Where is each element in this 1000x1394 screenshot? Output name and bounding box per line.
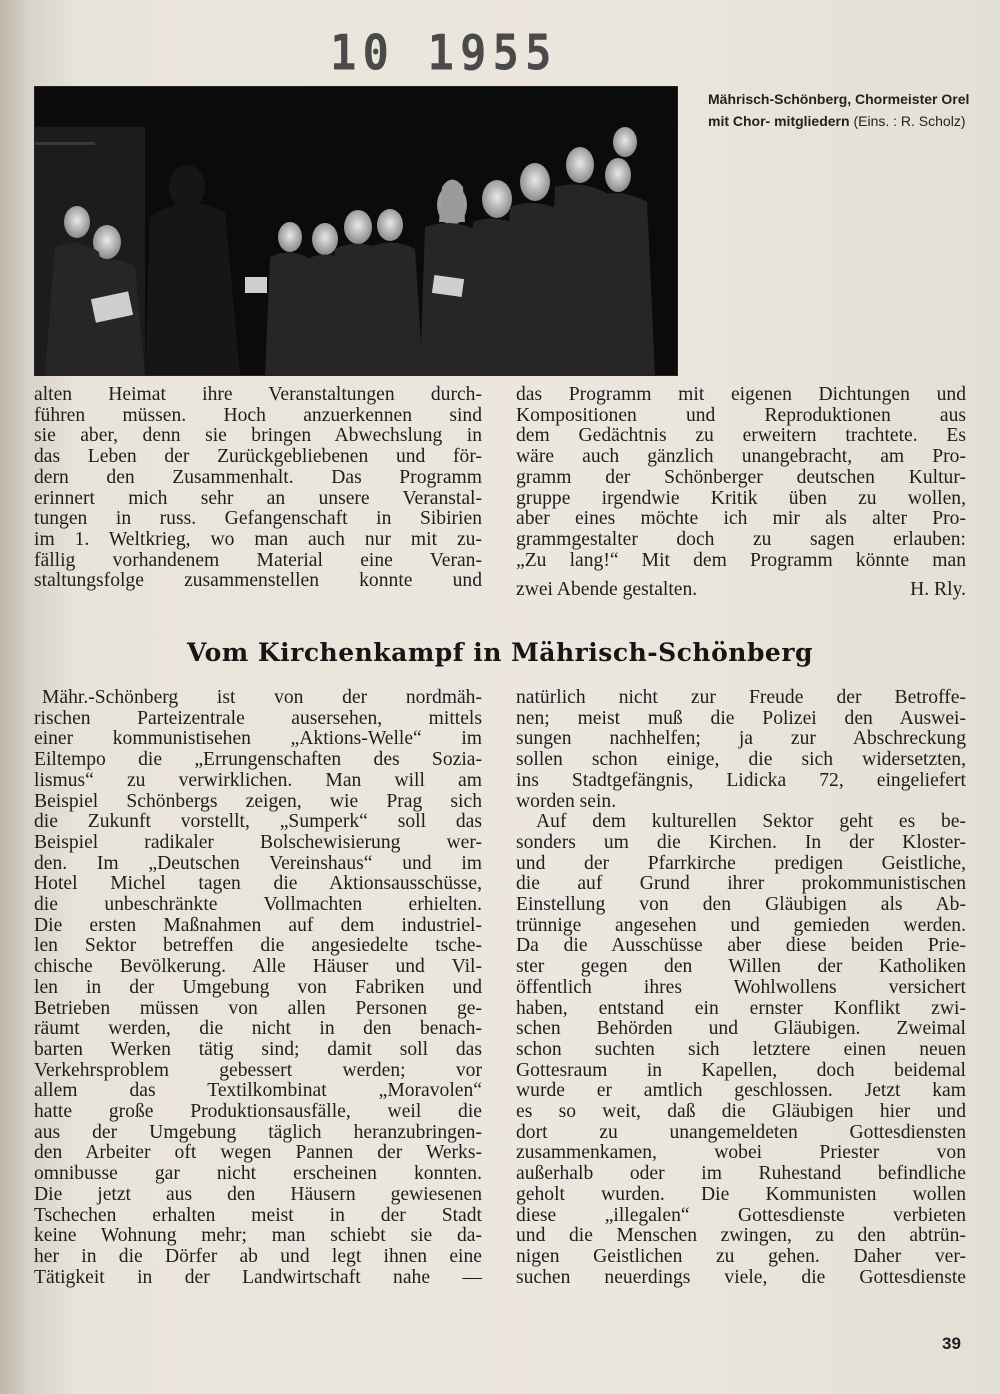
text-line: staltungsfolge zusammenstellen konnte und xyxy=(34,570,482,592)
text-line: die auf Grund ihrer prokommunistischen xyxy=(516,873,966,895)
caption-credit: (Eins. : R. Scholz) xyxy=(849,113,966,129)
text-line: len in der Umgebung von Fabriken und xyxy=(34,976,482,998)
text-line: hatte große Produktionsausfälle, weil die xyxy=(34,1101,482,1123)
choir-photo-graphic xyxy=(35,87,677,375)
text-line: gruppe irgendwie Kritik üben zu wollen, xyxy=(516,487,966,509)
text-line: ins Stadtgefängnis, Lidicka 72, eingeliefert xyxy=(516,769,966,791)
signature: H. Rly. xyxy=(910,579,966,600)
text-line: alten Heimat ihre Veranstaltungen durch- xyxy=(34,384,482,405)
text-line: außerhalb oder im Ruhestand befindliche xyxy=(516,1163,966,1185)
text-line: Einstellung von den Gläubigen als Ab- xyxy=(516,894,966,916)
text-line: dern den Zusammenhalt. Das Programm xyxy=(34,466,482,488)
page-number: 39 xyxy=(942,1334,961,1353)
text-line: barten Werken tätig sind; damit soll das xyxy=(34,1038,482,1060)
text-line: sonders um die Kirchen. In der Kloster- xyxy=(516,831,966,853)
caption-title: Mährisch-Schönberg, Chormeister Orel mit Chor- mitgliedern xyxy=(708,91,970,129)
text-line: gramm der Schönberger deutschen Kultur- xyxy=(516,466,966,488)
text-line: suchen neuerdings viele, die Gottesdienste xyxy=(516,1266,966,1288)
text-line: den. Im „Deutschen Vereinshaus“ und im xyxy=(34,852,482,874)
text-line: schon suchten sich letztere einen neuen xyxy=(516,1038,966,1060)
text-line: Gottesraum in Kapellen, doch beidemal xyxy=(516,1059,966,1081)
text-line: omnibusse gar nicht erscheinen konnten. xyxy=(34,1163,482,1185)
text-line: trünnige angesehen und gemieden werden. xyxy=(516,914,966,936)
text-line: öffentlich ihres Wohlwollens versichert xyxy=(516,976,966,998)
text-line: Betrieben müssen von allen Personen ge- xyxy=(34,997,482,1019)
choir-photo xyxy=(34,86,678,376)
text-line: natürlich nicht zur Freude der Betroffe- xyxy=(516,687,966,708)
text-line: schen Behörden und Gläubigen. Zweimal xyxy=(516,1018,966,1040)
text-line: geholt wurden. Die Kommunisten wollen xyxy=(516,1183,966,1205)
article-left-column xyxy=(34,688,482,1288)
text-line: diese „illegalen“ Gottesdienste verbieten xyxy=(516,1204,966,1226)
text-line: sie aber, denn sie bringen Abwechslung in xyxy=(34,425,482,447)
text-line: ster gegen den Willen der Katholiken xyxy=(516,956,966,978)
text-line: es so weit, daß die Gläubigen hier und xyxy=(516,1101,966,1123)
text-line: Da die Ausschüsse aber diese beiden Prie- xyxy=(516,935,966,957)
text-line: grammgestalter doch zu sagen erlauben: xyxy=(516,528,966,550)
text-line: die Zukunft vorstellt, „Sumperk“ soll das xyxy=(34,811,482,833)
article-right-column xyxy=(516,688,966,1288)
text-line: das Programm mit eigenen Dichtungen und xyxy=(516,384,966,405)
text-line: Mähr.-Schönberg ist von der nordmäh- xyxy=(42,687,482,708)
text-line: haben, entstand ein ernster Konflikt zwi- xyxy=(516,997,966,1019)
text-line: Hotel Michel tagen die Aktionsausschüsse, xyxy=(34,873,482,895)
text-line: die unbeschränkte Vollmachten erhielten. xyxy=(34,894,482,916)
text-line: und die Menschen zwingen, zu den abtrün- xyxy=(516,1225,966,1247)
text-line: Die ersten Maßnahmen auf dem industriel- xyxy=(34,914,482,936)
upper-right-closing xyxy=(516,580,966,601)
text-line: Verkehrsproblem gebessert werden; vor xyxy=(34,1059,482,1081)
text-line: räumt werden, die nicht in den benach- xyxy=(34,1018,482,1040)
upper-left-column xyxy=(34,385,482,592)
text-line: Beispiel radikaler Bolschewisierung wer- xyxy=(34,831,482,853)
photo-caption xyxy=(708,88,978,132)
text-line: keine Wohnung mehr; man schiebt sie da- xyxy=(34,1225,482,1247)
text-line: im 1. Weltkrieg, wo man auch nur mit zu- xyxy=(34,528,482,550)
text-line: Tschechen erhalten meist in der Stadt xyxy=(34,1204,482,1226)
text-line: dem Gedächtnis zu erweitern trachtete. Es xyxy=(516,425,966,447)
text-line: Auf dem kulturellen Sektor geht es be- xyxy=(536,811,966,833)
text-line: Die jetzt aus den Häusern gewiesenen xyxy=(34,1183,482,1205)
text-line: rischen Parteizentrale ausersehen, mittels xyxy=(34,707,482,729)
text-line: wurde er amtlich geschlossen. Jetzt kam xyxy=(516,1080,966,1102)
text-line: sungen nachhelfen; ja zur Abschreckung xyxy=(516,728,966,750)
text-line: nigen Geistlichen zu gehen. Daher ver- xyxy=(516,1245,966,1267)
article-headline: Vom Kirchenkampf in Mährisch-Schönberg xyxy=(186,638,813,667)
text-line: den Arbeiter oft wegen Pannen der Werks- xyxy=(34,1142,482,1164)
text-line: Tätigkeit in der Landwirtschaft nahe — xyxy=(34,1266,482,1288)
text-line: len Sektor betreffen die angesiedelte tsche- xyxy=(34,935,482,957)
text-line: das Leben der Zurückgebliebenen und för- xyxy=(34,446,482,468)
text-line: führen müssen. Hoch anzuerkennen sind xyxy=(34,404,482,426)
text-line: aber eines möchte ich mir als alter Pro- xyxy=(516,508,966,530)
text-line: chische Bevölkerung. Alle Häuser und Vil- xyxy=(34,956,482,978)
text-line: Eiltempo die „Errungenschaften des Sozia- xyxy=(34,749,482,771)
text-line: worden sein. xyxy=(516,790,617,812)
text-line: Kompositionen und Reproduktionen aus xyxy=(516,404,966,426)
text-line: dort zu unangemeldeten Gottesdiensten xyxy=(516,1121,966,1143)
text-line: wäre auch gänzlich unangebracht, am Pro- xyxy=(516,446,966,468)
text-line: erinnert mich sehr an unsere Veranstal- xyxy=(34,487,482,509)
text-line: tungen in russ. Gefangenschaft in Sibirien xyxy=(34,508,482,530)
text-line: Beispiel Schönbergs zeigen, wie Prag sich xyxy=(34,790,482,812)
text-line: nen; meist muß die Polizei den Auswei- xyxy=(516,707,966,729)
text-line: her in die Dörfer ab und legt ihnen eine xyxy=(34,1245,482,1267)
date-stamp: 10 1955 xyxy=(330,24,558,83)
upper-right-column xyxy=(516,385,966,571)
text-line: allem das Textilkombinat „Moravolen“ xyxy=(34,1080,482,1102)
closing-line: zwei Abende gestalten. xyxy=(516,579,698,600)
text-line: „Zu lang!“ Mit dem Programm könnte man xyxy=(516,549,966,571)
text-line: einer kommunistisehen „Aktions-Welle“ im xyxy=(34,728,482,750)
text-line: sollen schon einige, die sich widersetzten, xyxy=(516,749,966,771)
text-line: und der Pfarrkirche predigen Geistliche, xyxy=(516,852,966,874)
text-line: lismus“ zu verwirklichen. Man will am xyxy=(34,769,482,791)
text-line: fällig vorhandenem Material eine Veran- xyxy=(34,549,482,571)
text-line: aus der Umgebung täglich heranzubringen- xyxy=(34,1121,482,1143)
text-line: zusammenkamen, wobei Priester von xyxy=(516,1142,966,1164)
